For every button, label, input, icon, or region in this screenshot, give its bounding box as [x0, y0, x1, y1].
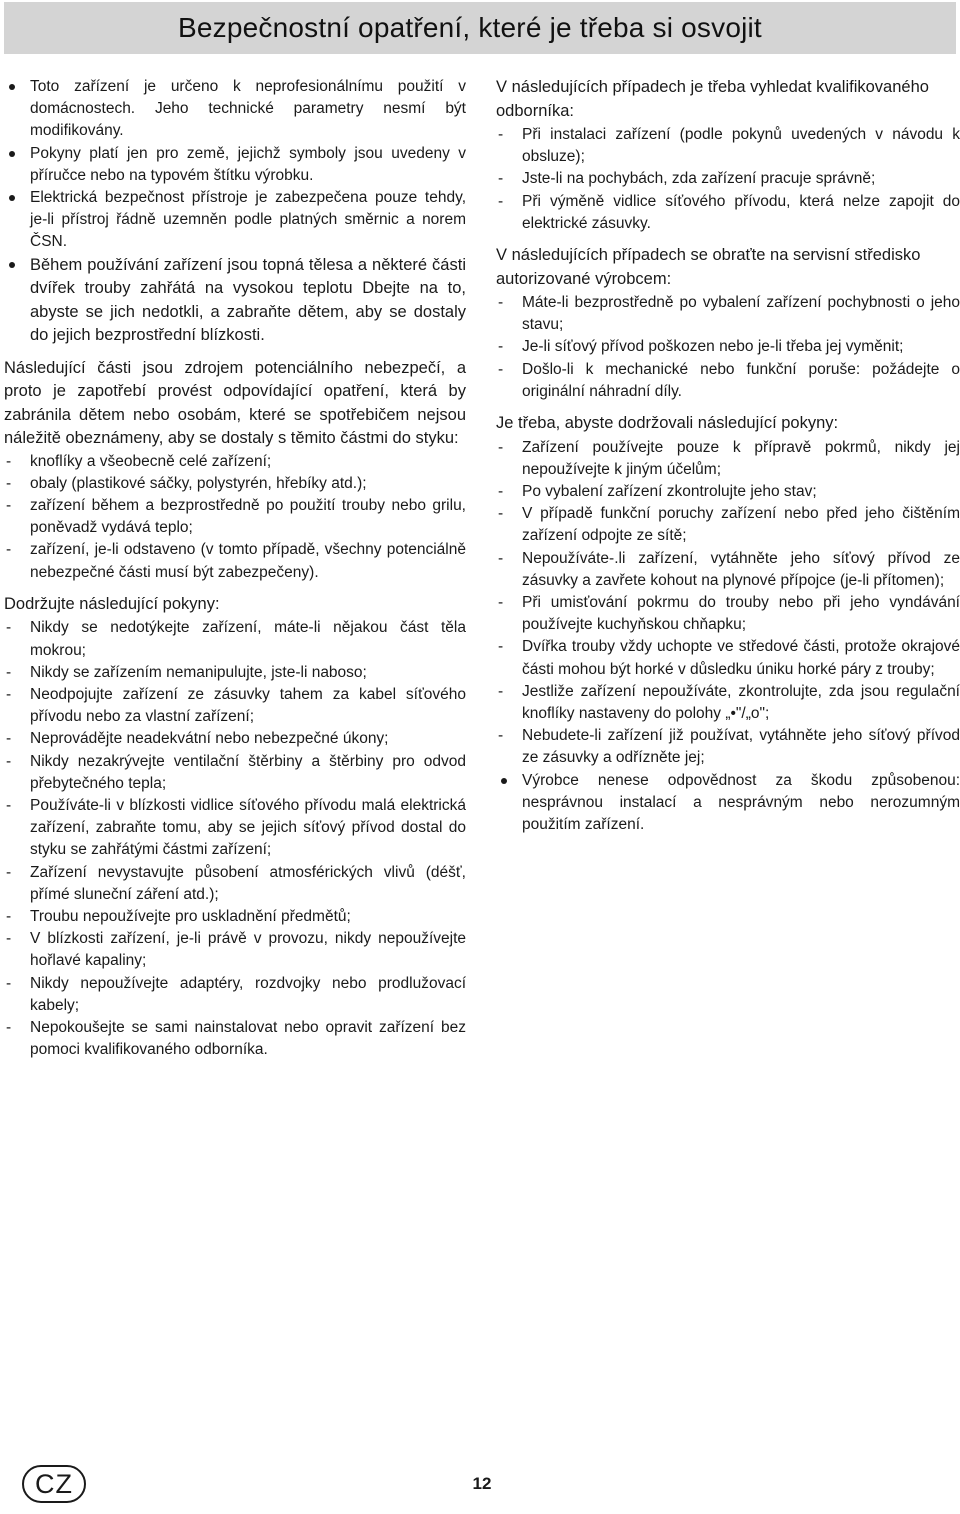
- right-column: [496, 76, 960, 836]
- list-item: - Troubu nepoužívejte pro uskladnění předmětů;: [4, 906, 466, 928]
- list-item: - knoflíky a všeobecně celé zařízení;: [4, 451, 466, 473]
- liability-bullet: [496, 770, 960, 837]
- page-title: Bezpečnostní opatření, které je třeba si osvojit: [178, 12, 762, 43]
- list-item: - Jestliže zařízení nepoužíváte, zkontrolujte, zda jsou regulační knoflíky nastaveny do polohy „•"/„o";: [496, 681, 960, 725]
- list-item: - Jste-li na pochybách, zda zařízení pracuje správně;: [496, 168, 960, 190]
- list-item: - Došlo-li k mechanické nebo funkční poruše: požádejte o originální náhradní díly.: [496, 359, 960, 403]
- list-item: - Nikdy nezakrývejte ventilační štěrbiny a štěrbiny pro odvod přebytečného tepla;: [4, 751, 466, 795]
- list-item: - Při instalaci zařízení (podle pokynů uvedených v návodu k obsluze);: [496, 124, 960, 168]
- list-item: - Zařízení používejte pouze k přípravě pokrmů, nikdy jej nepoužívejte k jiným účelům;: [496, 437, 960, 481]
- list-item: - Nikdy se zařízením nemanipulujte, jste-li naboso;: [4, 662, 466, 684]
- list-item: - Dvířka trouby vždy uchopte ve středové části, protože okrajové části mohou být horké v důsledku úniku horké páry z trouby;: [496, 636, 960, 680]
- page-number: 12: [472, 1474, 492, 1493]
- observe-list: [496, 437, 960, 770]
- list-item: - obaly (plastikové sáčky, polystyrén, hřebíky atd.);: [4, 473, 466, 495]
- list-item: - Nepokoušejte se sami nainstalovat nebo opravit zařízení bez pomoci kvalifikovaného odborníka.: [4, 1017, 466, 1061]
- bullet-item: Během používání zařízení jsou topná tělesa a některé části dvířek trouby zahřátá na vysokou teplotu Dbejte na to, abyste se jich nedotkli, a zabraňte dětem, aby se dostaly do jejich bezprostřední blízkosti.: [4, 254, 466, 348]
- service-heading: V následujících případech se obraťte na servisní středisko autorizované výrobcem:: [496, 246, 921, 288]
- list-item: - Zařízení nevystavujte působení atmosférických vlivů (déšť, přímé sluneční záření atd.);: [4, 862, 466, 906]
- list-item: - Nepoužíváte-.li zařízení, vytáhněte jeho síťový přívod ze zásuvky a zavřete kohout na plynové přípojce (je-li přítomen);: [496, 548, 960, 592]
- list-item: - V blízkosti zařízení, je-li právě v provozu, nikdy nepoužívejte hořlavé kapaliny;: [4, 928, 466, 972]
- country-badge: CZ: [22, 1465, 86, 1503]
- bullet-item: Pokyny platí jen pro země, jejichž symboly jsou uvedeny v příručce nebo na typovém štítku výrobku.: [4, 143, 466, 187]
- general-bullets: [4, 76, 466, 348]
- expert-list: [496, 124, 960, 235]
- list-item: - Při výměně vidlice síťového přívodu, která nelze zapojit do elektrické zásuvky.: [496, 191, 960, 235]
- bullet-item: Výrobce nenese odpovědnost za škodu způsobenou: nesprávnou instalací a nesprávným nebo nerozumným použitím zařízení.: [496, 770, 960, 837]
- list-item: - Nikdy se nedotýkejte zařízení, máte-li nějakou část těla mokrou;: [4, 617, 466, 661]
- list-item: - Neodpojujte zařízení ze zásuvky tahem za kabel síťového přívodu nebo za vlastní zařízení;: [4, 684, 466, 728]
- list-item: - Používáte-li v blízkosti vidlice síťového přívodu malá elektrická zařízení, zabraňte tomu, aby se jejich síťový přívod dostal do styku se zahřátými částmi zařízení;: [4, 795, 466, 862]
- list-item: - Neprovádějte neadekvátní nebo nebezpečné úkony;: [4, 728, 466, 750]
- title-bar: [4, 2, 956, 54]
- service-list: [496, 292, 960, 403]
- list-item: - Nebudete-li zařízení již používat, vytáhněte jeho síťový přívod ze zásuvky a odřízněte jej;: [496, 725, 960, 769]
- list-item: - zařízení, je-li odstaveno (v tomto případě, všechny potenciálně nebezpečné části musí být zabezpečeny).: [4, 539, 466, 583]
- expert-heading: V následujících případech je třeba vyhledat kvalifikovaného odborníka:: [496, 78, 929, 120]
- list-item: - Nikdy nepoužívejte adaptéry, rozdvojky nebo prodlužovací kabely;: [4, 973, 466, 1017]
- rules-list: [4, 617, 466, 1061]
- list-item: - V případě funkční poruchy zařízení nebo před jeho čištěním zařízení odpojte ze sítě;: [496, 503, 960, 547]
- list-item: - Při umisťování pokrmu do trouby nebo při jeho vyndávání používejte kuchyňskou chňapku;: [496, 592, 960, 636]
- observe-heading: Je třeba, abyste dodržovali následující pokyny:: [496, 414, 839, 433]
- hazard-list: [4, 451, 466, 584]
- list-item: - Máte-li bezprostředně po vybalení zařízení pochybnosti o jeho stavu;: [496, 292, 960, 336]
- list-item: - Je-li síťový přívod poškozen nebo je-li třeba jej vyměnit;: [496, 336, 960, 358]
- list-item: - zařízení během a bezprostředně po použití trouby nebo grilu, poněvadž vydává teplo;: [4, 495, 466, 539]
- bullet-item: Toto zařízení je určeno k neprofesionálnímu použití v domácnostech. Jeho technické parametry nesmí být modifikovány.: [4, 76, 466, 143]
- hazard-paragraph: Následující části jsou zdrojem potenciálního nebezpečí, a proto je zapotřebí provést odpovídající opatření, která by zabránila dětem nebo osobám, které se spotřebičem nejsou náležitě obeznámeny, aby se dostaly s těmito částmi do styku:: [4, 358, 466, 448]
- list-item: - Po vybalení zařízení zkontrolujte jeho stav;: [496, 481, 960, 503]
- rules-heading: Dodržujte následující pokyny:: [4, 594, 220, 613]
- bullet-item: Elektrická bezpečnost přístroje je zabezpečena pouze tehdy, je-li přístroj řádně uzemněn podle platných směrnic a norem ČSN.: [4, 187, 466, 254]
- left-column: [4, 76, 466, 1061]
